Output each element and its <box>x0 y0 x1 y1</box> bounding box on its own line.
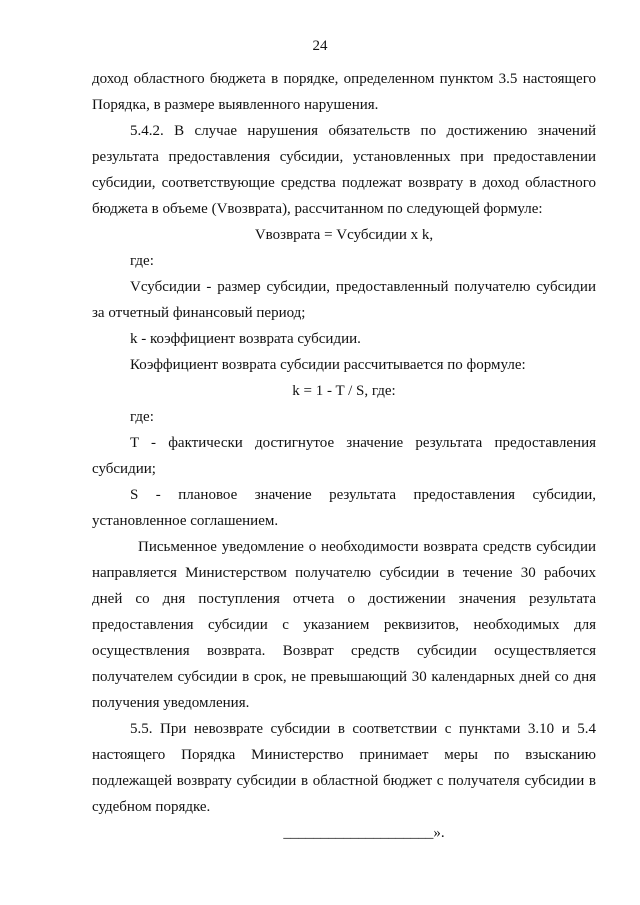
definition-k: k - коэффициент возврата субсидии. <box>130 331 361 347</box>
coefficient-intro: Коэффициент возврата субсидии рассчитывается по формуле: <box>130 357 526 373</box>
definition-vsubsidy: Vсубсидии - размер субсидии, предоставленный получателю субсидии за отчетный финансовый период; <box>92 279 596 321</box>
formula-coefficient: k = 1 - T / S, где: <box>292 383 396 399</box>
document-body <box>92 66 596 846</box>
formula-return-volume: Vвозврата = Vсубсидии x k, <box>254 227 434 243</box>
where-label-1: где: <box>130 253 154 269</box>
closing-line: ____________________». <box>283 825 445 841</box>
paragraph-5-5: 5.5. При невозврате субсидии в соответствии с пунктами 3.10 и 5.4 настоящего Порядка Министерство принимает меры по взысканию подлежащей возврату субсидии в областной бюджет с получателя субсидии в судебном порядке. <box>92 721 596 815</box>
paragraph-notification: Письменное уведомление о необходимости возврата средств субсидии направляется Министерством получателю субсидии в течение 30 рабочих дней со дня поступления отчета о достижении значения результата предоставления субсидии с указанием реквизитов, необходимых для осуществления возврата. Возврат средств субсидии осуществляется получателем субсидии в срок, не превышающий 30 календарных дней со дня получения уведомления. <box>92 539 596 711</box>
page-number: 24 <box>312 38 328 54</box>
definition-s: S - плановое значение результата предоставления субсидии, установленное соглашением. <box>92 487 596 529</box>
definition-t: T - фактически достигнутое значение результата предоставления субсидии; <box>92 435 596 477</box>
paragraph-5-4-2: 5.4.2. В случае нарушения обязательств по достижению значений результата предоставления субсидии, установленных при предоставлении субсидии, соответствующие средства подлежат возврату в доход областного бюджета в объеме (Vвозврата), рассчитанном по следующей формуле: <box>92 123 596 217</box>
paragraph-budget-income: доход областного бюджета в порядке, определенном пунктом 3.5 настоящего Порядка, в размере выявленного нарушения. <box>92 71 596 113</box>
where-label-2: где: <box>130 409 154 425</box>
